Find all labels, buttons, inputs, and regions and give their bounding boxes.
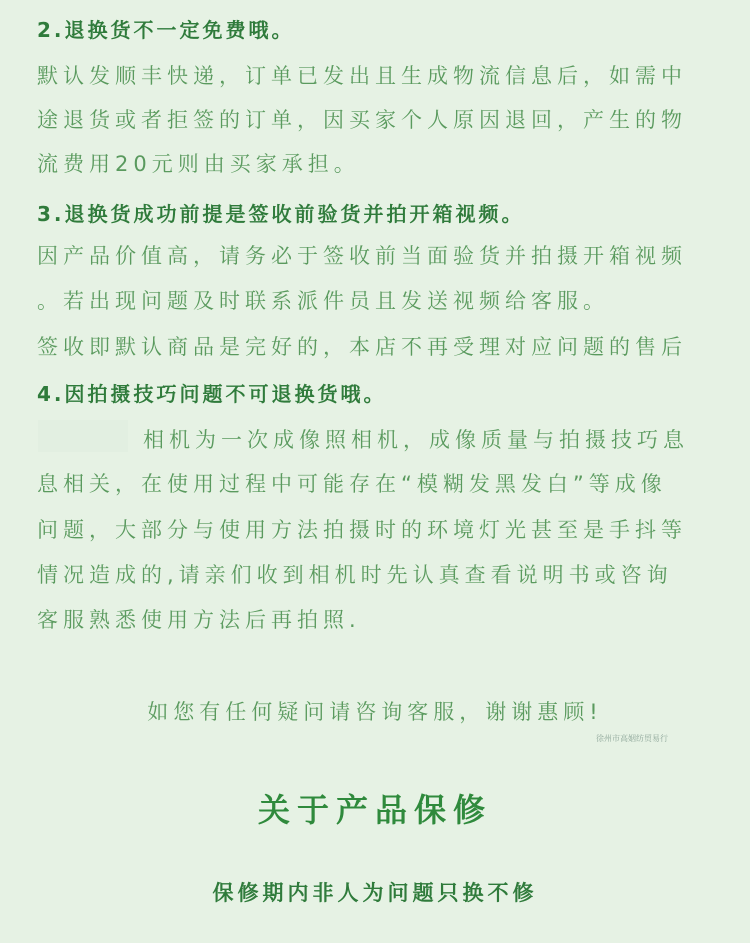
blurred-brand-area: [38, 420, 128, 452]
warranty-subtitle: 保修期内非人为问题只换不修: [212, 881, 538, 905]
section-3-line-1: 因产品价值高，请务必于签收前当面验货并拍摄开箱视频: [37, 244, 687, 268]
section-4-line-1: 相机为一次成像照相机，成像质量与拍摄技巧息: [143, 428, 689, 452]
section-4-line-4: 情况造成的,请亲们收到相机时先认真查看说明书或咨询: [37, 563, 673, 587]
section-2-line-2: 途退货或者拒签的订单，因买家个人原因退回，产生的物: [37, 108, 687, 132]
section-2-heading: 2.退换货不一定免费哦。: [37, 18, 295, 42]
watermark-text: 徐州市高姻纺贸易行: [596, 734, 668, 743]
section-4-line-5: 客服熟悉使用方法后再拍照.: [37, 608, 361, 632]
section-3-line-3: 签收即默认商品是完好的，本店不再受理对应问题的售后: [37, 335, 687, 359]
section-4-line-3: 问题，大部分与使用方法拍摄时的环境灯光甚至是手抖等: [37, 518, 687, 542]
section-4-heading: 4.因拍摄技巧问题不可退换货哦。: [37, 382, 387, 406]
section-3-line-2: 。若出现问题及时联系派件员且发送视频给客服。: [37, 289, 609, 313]
section-2-line-1: 默认发顺丰快递，订单已发出且生成物流信息后，如需中: [37, 64, 687, 88]
section-3-heading: 3.退换货成功前提是签收前验货并拍开箱视频。: [37, 202, 525, 226]
warranty-title: 关于产品保修: [257, 791, 492, 829]
section-2-line-3: 流费用20元则由买家承担。: [37, 152, 360, 176]
section-4-line-2: 息相关，在使用过程中可能存在“模糊发黑发白”等成像: [37, 472, 667, 496]
thanks-message: 如您有任何疑问请咨询客服，谢谢惠顾!: [147, 700, 603, 724]
